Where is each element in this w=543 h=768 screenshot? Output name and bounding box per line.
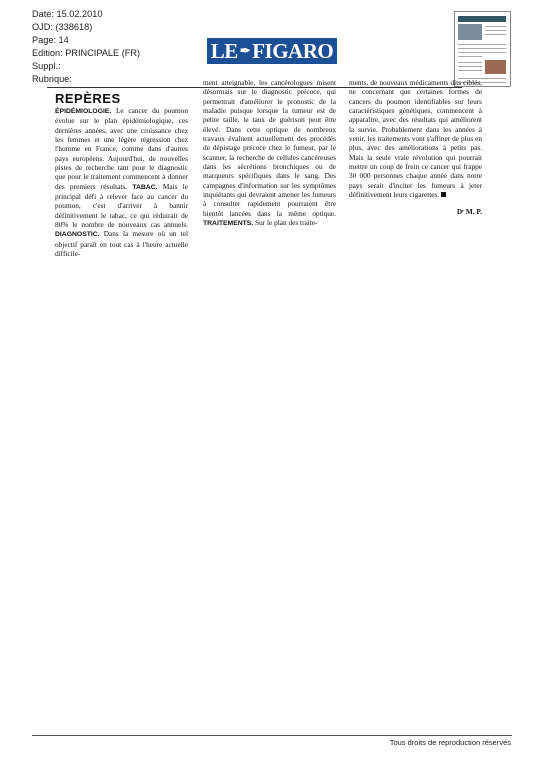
keyword-tabac: TABAC. [132, 183, 158, 191]
article-column-2 [203, 78, 336, 229]
logo-text-left: LE [210, 38, 238, 63]
keyword-diagnostic: DIAGNOSTIC. [55, 231, 100, 239]
article-paragraph: ments, de nouveaux médicaments dits ciblés, ne concernant que certaines formes de cancers du poumon identifiables sur leurs caractéristiques génétiques, commencent à apparaître, avec des résultats qui améliorent la survie. Probablement dans les années à venir, les traitements vont s'affiner de plus en plus, avec des améliorations à petits pas. Mais la seule vraie révolution qui pourrait mettre un coup de frein ce cancer qui frappe 30 000 personnes chaque année dans notre pays serait d'inciter les fumeurs à jeter définitivement leurs cigarettes. [349, 78, 482, 200]
author-signature: Dʳ M. P. [456, 207, 482, 217]
article-paragraph: ment atteignable, les cancérologues misent désormais sur le diagnostic précoce, qui permettrait d'améliorer le pronostic de la maladie puisque lorsque la tumeur est de petite taille, le taux de guérison peut être élevé. Dans cette optique de nombreux travaux évaluent actuellement des procédés de dépistage précoce chez le fumeur, par le scanner, la recherche de cellules cancéreuses dans les sécrétions bronchiques ou de marqueurs spécifiques dans le sang. Des campagnes d'information sur les symptômes inquiétants qui devraient amener les fumeurs à consulter rapidement pourraient être bientôt lancées dans la même optique. TRAITEMENTS. Sur le plan des traite- [203, 78, 336, 228]
meta-page: Page: 14 [32, 34, 69, 45]
figaro-bird-icon: ✒ [239, 43, 251, 58]
article-column-1 [55, 92, 188, 259]
article-title: REPÈRES [55, 91, 121, 106]
meta-edition: Edition: PRINCIPALE (FR) [32, 47, 141, 58]
copyright-notice: Tous droits de reproduction réservés [389, 738, 511, 747]
article-paragraph: ÉPIDÉMIOLOGIE. Le cancer du poumon évolue sur le plan épidémiologique, ces dernières années, avec une croissance chez les femmes et une légère régression chez l'homme en France, comme dans d'autres pays européens. Aujourd'hui, de nouvelles pistes de recherche tant pour le diagnostic que pour le traitement commencent à donner des premiers résultats. TABAC. Mais le principal défi à relever face au cancer du poumon, c'est d'arriver à bannir définitivement le tabac, ce qui réduirait de 80% le nombre de nouveaux cas annuels. DIAGNOSTIC. Dans la mesure où un tel objectif paraît en tout cas à l'heure actuelle difficile- [55, 106, 188, 259]
end-mark-icon [441, 192, 446, 197]
meta-ojd: OJD: (338618) [32, 21, 93, 32]
document-meta [32, 8, 140, 85]
keyword-epidemiologie: ÉPIDÉMIOLOGIE. [55, 108, 112, 115]
meta-date: Date: 15.02.2010 [32, 9, 103, 19]
keyword-traitements: TRAITEMENTS. [203, 220, 254, 228]
meta-rubrique: Rubrique: [32, 73, 72, 84]
logo-text-right: FIGARO [252, 38, 334, 63]
le-figaro-logo [207, 38, 337, 64]
meta-suppl: Suppl.: [32, 60, 61, 71]
footer-rule [32, 735, 512, 736]
page-thumbnail [454, 11, 511, 87]
article-column-3 [349, 78, 482, 217]
